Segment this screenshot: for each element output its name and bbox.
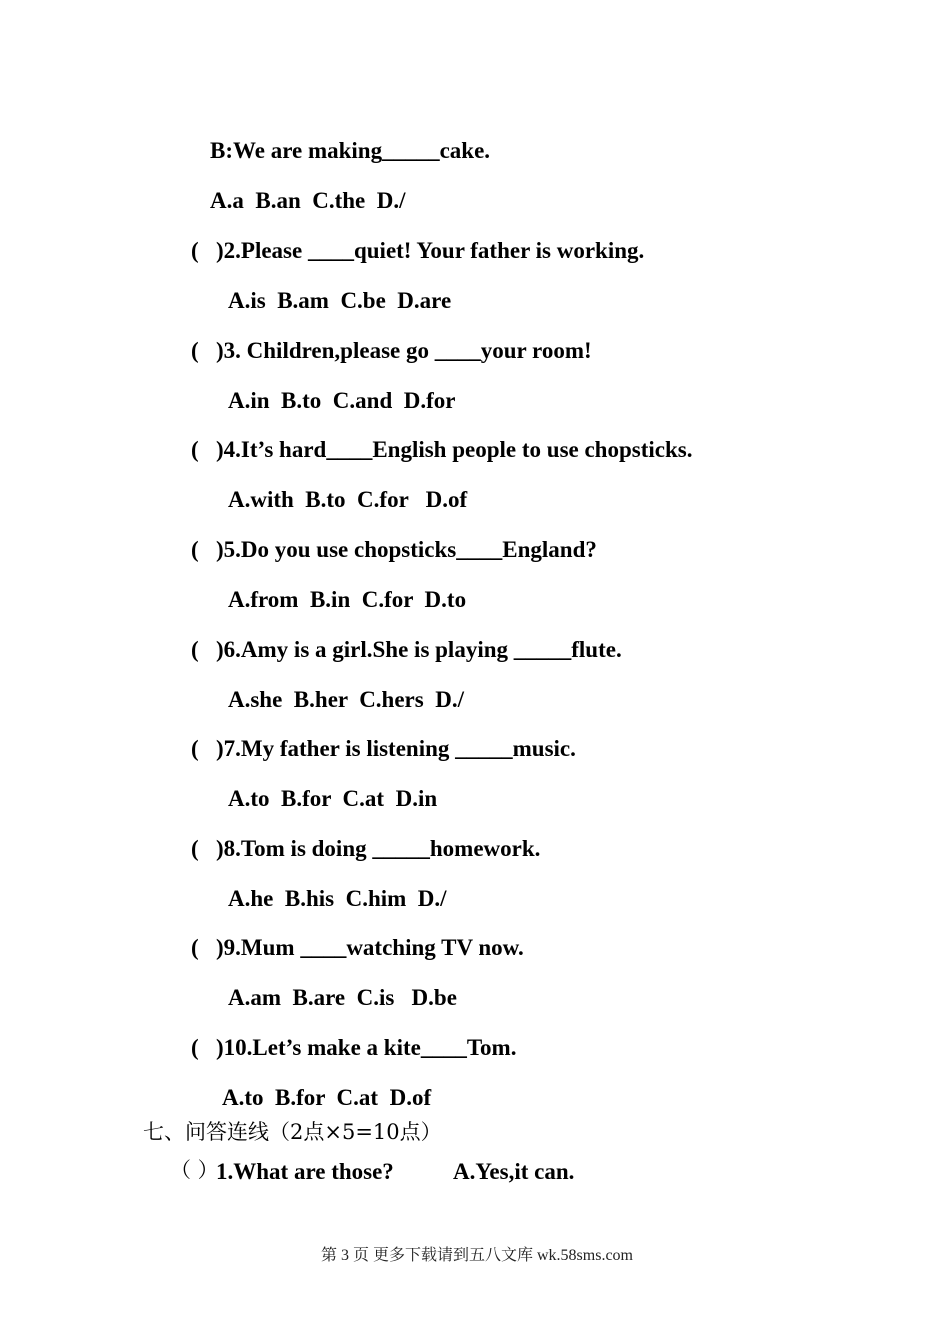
question-7-paren: ( <box>191 736 199 761</box>
question-9-stem: )9.Mum ____watching TV now. <box>216 935 524 960</box>
section-seven-item1-paren: （ ） <box>170 1158 219 1182</box>
question-8-stem: )8.Tom is doing _____homework. <box>216 836 541 861</box>
question-2-paren: ( <box>191 238 199 263</box>
page-footer: 第 3 页 更多下载请到五八文库 wk.58sms.com <box>321 1247 634 1264</box>
question-5-options: A.from B.in C.for D.to <box>228 587 467 612</box>
question-6-paren: ( <box>191 637 199 662</box>
question-10-stem: )10.Let’s make a kite____Tom. <box>216 1035 517 1060</box>
question-4-stem: )4.It’s hard____English people to use chopsticks. <box>216 437 693 462</box>
question-2-stem: )2.Please ____quiet! Your father is working. <box>216 238 645 263</box>
question-1-options: A.a B.an C.the D./ <box>210 188 406 213</box>
question-8-options: A.he B.his C.him D./ <box>228 886 447 911</box>
question-5-paren: ( <box>191 537 199 562</box>
section-seven-item1-question: 1.What are those? <box>216 1159 394 1184</box>
question-4-options: A.with B.to C.for D.of <box>228 487 468 512</box>
question-6-stem: )6.Amy is a girl.She is playing _____flute. <box>216 637 622 662</box>
question-4-paren: ( <box>191 437 199 462</box>
question-3-paren: ( <box>191 338 199 363</box>
section-seven-item1-answer: A.Yes,it can. <box>453 1159 575 1184</box>
question-3-stem: )3. Children,please go ____your room! <box>216 338 592 363</box>
question-7-stem: )7.My father is listening _____music. <box>216 736 576 761</box>
question-10-options: A.to B.for C.at D.of <box>222 1085 432 1110</box>
question-7-options: A.to B.for C.at D.in <box>228 786 438 811</box>
question-3-options: A.in B.to C.and D.for <box>228 388 456 413</box>
question-6-options: A.she B.her C.hers D./ <box>228 687 464 712</box>
question-1-stem: B:We are making_____cake. <box>210 138 491 163</box>
section-seven-heading: 七、问答连线（2点×5=10点） <box>143 1120 442 1144</box>
question-10-paren: ( <box>191 1035 199 1060</box>
question-2-options: A.is B.am C.be D.are <box>228 288 452 313</box>
question-5-stem: )5.Do you use chopsticks____England? <box>216 537 597 562</box>
question-8-paren: ( <box>191 836 199 861</box>
question-9-paren: ( <box>191 935 199 960</box>
question-9-options: A.am B.are C.is D.be <box>228 985 457 1010</box>
